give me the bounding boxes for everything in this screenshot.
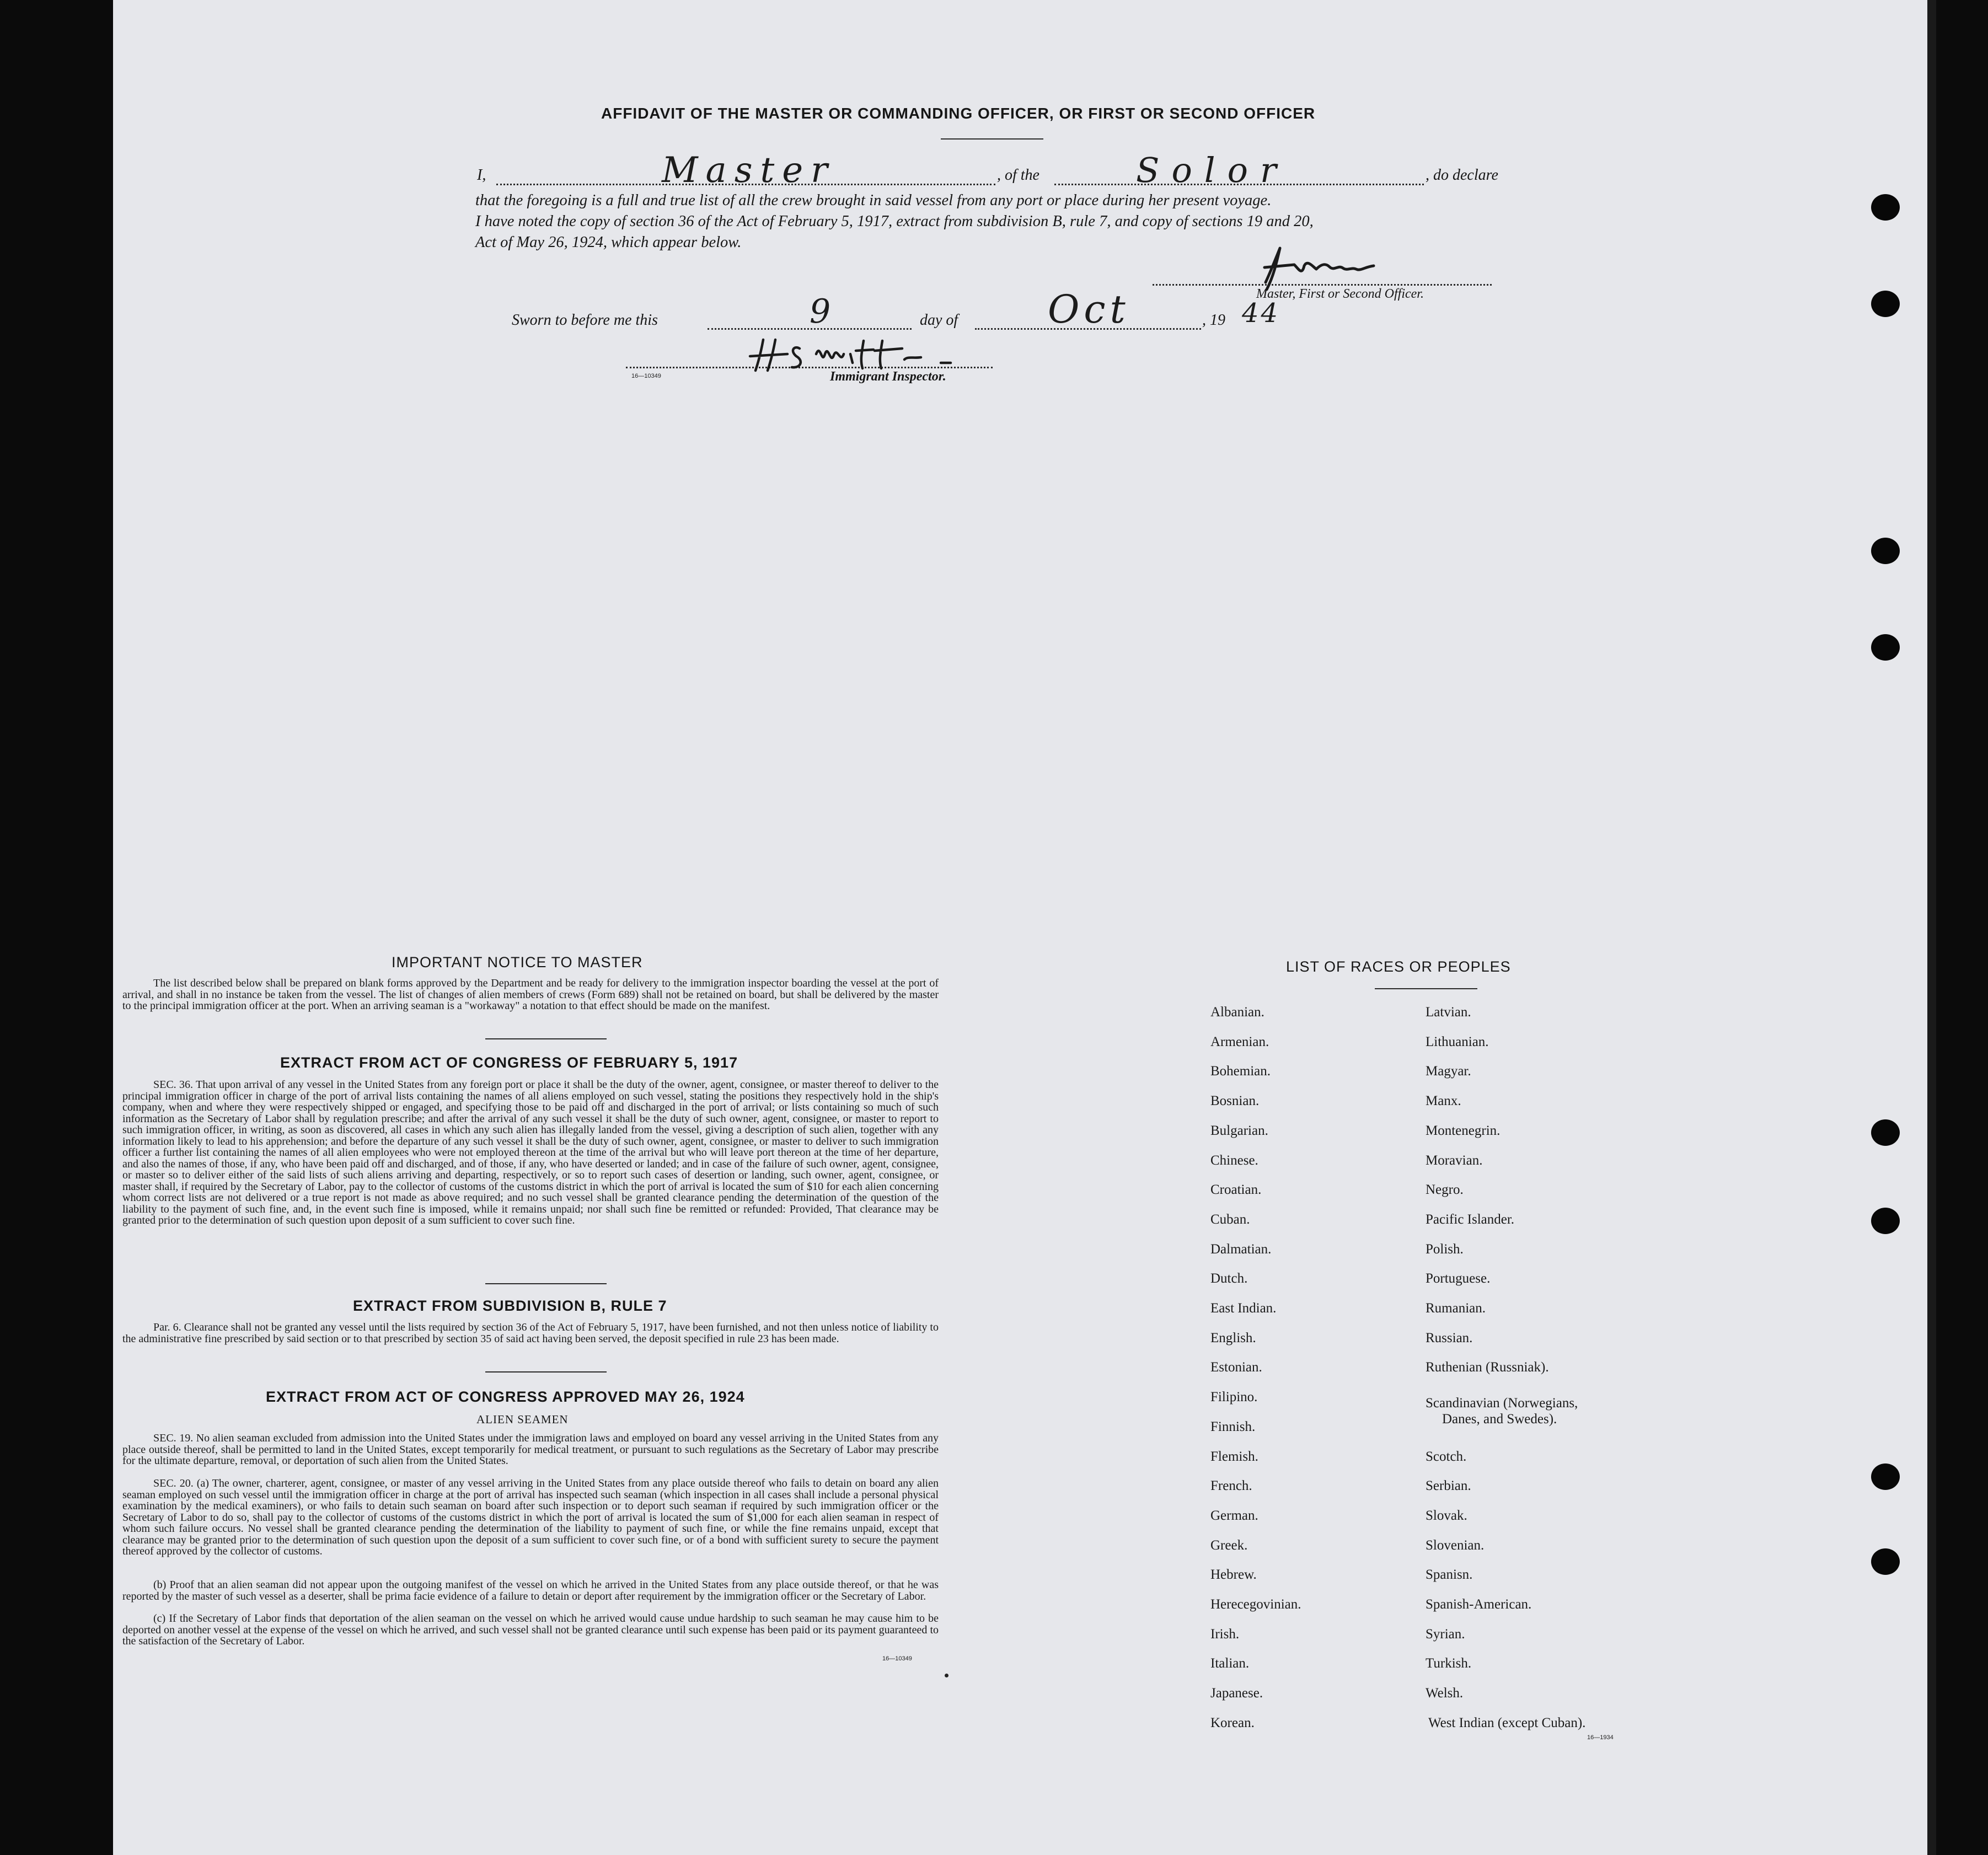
race-item: Scandinavian (Norwegians, <box>1426 1395 1578 1411</box>
race-item: Dalmatian. <box>1210 1241 1272 1257</box>
ink-dot <box>945 1674 949 1677</box>
race-item: Lithuanian. <box>1426 1034 1489 1049</box>
form-number-top: 16—10349 <box>631 373 661 379</box>
race-item: Polish. <box>1426 1241 1464 1257</box>
divider-2 <box>485 1283 607 1284</box>
affidavit-body-line-1: that the foregoing is a full and true list of all the crew brought in said vessel from any port or place during her present voyage. <box>475 192 1272 209</box>
binder-hole <box>1871 194 1900 221</box>
race-item: Bosnian. <box>1210 1093 1260 1109</box>
race-item: Irish. <box>1210 1626 1240 1642</box>
races-title: LIST OF RACES OR PEOPLES <box>1286 958 1511 975</box>
race-item: Slovak. <box>1426 1508 1467 1523</box>
binder-hole <box>1871 1548 1900 1575</box>
of-the-label: , of the <box>997 167 1039 184</box>
notice-text: The list described below shall be prepared on blank forms approved by the Department and be ready for delivery to the immigration inspector boarding the vessel at the port of arrival, and shall in no instance be taken from the vessel. The list of changes of alien members of crews (Form 689) shall not be retained on board, but shall be delivered by the master to the principal immigration officer at the port. When an arriving seaman is a "workaway" a notation to that effect should be made on the manifest. <box>122 977 939 1012</box>
race-item: East Indian. <box>1210 1301 1277 1316</box>
sec19-text: SEC. 19. No alien seaman excluded from admission into the United States under the immigration laws and employed on board any vessel arriving in the United States from any place outside thereof, shall be permitted to land in the United States, except temporarily for medical treatment, or pursuant to such regulations as the Secretary of Labor may prescribe for the ultimate departure, removal, or deportation of such alien from the United States. <box>122 1432 939 1467</box>
divider-1 <box>485 1038 607 1039</box>
extract-1924-title: EXTRACT FROM ACT OF CONGRESS APPROVED MAY 26, 1924 <box>266 1388 745 1405</box>
document-page <box>113 0 1936 1855</box>
race-item: Italian. <box>1210 1656 1250 1671</box>
form-number-races: 16—1934 <box>1587 1734 1614 1741</box>
inspector-caption: Immigrant Inspector. <box>830 369 946 384</box>
race-item: English. <box>1210 1330 1256 1345</box>
form-number-bottom: 16—10349 <box>882 1655 912 1662</box>
race-item: Welsh. <box>1426 1686 1464 1701</box>
race-item: Magyar. <box>1426 1064 1471 1079</box>
race-item: Pacific Islander. <box>1426 1211 1515 1227</box>
race-item: Montenegrin. <box>1426 1123 1501 1138</box>
race-item: Negro. <box>1426 1182 1464 1198</box>
binder-hole <box>1871 291 1900 317</box>
race-item: Hebrew. <box>1210 1567 1257 1583</box>
sworn-month-handwritten: Oct <box>1048 287 1130 332</box>
race-item: Albanian. <box>1210 1005 1264 1020</box>
officer-caption: Master, First or Second Officer. <box>1256 287 1424 301</box>
race-item: French. <box>1210 1478 1252 1494</box>
binder-hole <box>1871 634 1900 661</box>
race-item: Latvian. <box>1426 1005 1471 1020</box>
race-item: Ruthenian (Russniak). <box>1426 1360 1549 1375</box>
divider-3 <box>485 1371 607 1373</box>
races-rule <box>1375 988 1477 989</box>
race-item: Scotch. <box>1426 1449 1467 1464</box>
race-item: Dutch. <box>1210 1271 1248 1286</box>
title-rule <box>941 138 1043 140</box>
race-item: Herecegovinian. <box>1210 1597 1301 1612</box>
race-item: Portuguese. <box>1426 1271 1491 1286</box>
race-item: Cuban. <box>1210 1211 1250 1227</box>
race-item: Serbian. <box>1426 1478 1471 1494</box>
race-item: Korean. <box>1210 1715 1255 1730</box>
race-item: Bulgarian. <box>1210 1123 1268 1138</box>
race-item: Rumanian. <box>1426 1301 1486 1316</box>
i-label: I, <box>477 167 486 184</box>
race-item: Slovenian. <box>1426 1537 1485 1553</box>
extract-rule7-text: Par. 6. Clearance shall not be granted any vessel until the lists required by section 36 of the Act of February 5, 1917, have been furnished, and not then unless notice of liability to the administrative fine prescribed by said section or to that prescribed by section 35 of said act having been served, the deposit specified in rule 23 has been made. <box>122 1321 939 1345</box>
sec20a-text: SEC. 20. (a) The owner, charterer, agent, consignee, or master of any vessel arriving in the United States from any place outside thereof who fails to detain on board any alien seaman employed on such vessel until the immigration officer in charge at the port of arrival has inspected such seaman (which inspection in all cases shall include a personal physical examination by the medical examiners), or who fails to detain such seaman on board after such inspection or to deport such seaman if required by such immigration officer or the Secretary of Labor to do so, shall pay to the collector of customs of the customs district in which the port of arrival is located the sum of $1,000 for each alien seaman in respect of whom such failure occurs. No vessel shall be granted clearance pending the determination of the liability to payment of such fine, or while the fine remains unpaid, except that clearance may be granted prior to the determination of such question upon the deposit of a sum sufficient to cover such fine, or of a bond with sufficient surety to secure the payment thereof approved by the collector of customs. <box>122 1477 939 1557</box>
race-item: Armenian. <box>1210 1034 1269 1049</box>
do-declare-label: , do declare <box>1426 167 1498 184</box>
race-item: Danes, and Swedes). <box>1442 1412 1557 1427</box>
race-item: Turkish. <box>1426 1656 1472 1671</box>
race-item: Syrian. <box>1426 1626 1465 1642</box>
affidavit-body-line-3: Act of May 26, 1924, which appear below. <box>475 234 742 251</box>
affidavit-title: AFFIDAVIT OF THE MASTER OR COMMANDING OFFICER, OR FIRST OR SECOND OFFICER <box>601 105 1316 122</box>
race-item: Russian. <box>1426 1330 1473 1345</box>
day-of-label: day of <box>920 312 958 329</box>
race-item: Croatian. <box>1210 1182 1262 1198</box>
race-item: Bohemian. <box>1210 1064 1271 1079</box>
sec20c-text: (c) If the Secretary of Labor finds that deportation of the alien seaman on the vessel on which he arrived would cause undue hardship to such seaman he may cause him to be deported on another vessel at the expense of the vessel on which he arrived, and such vessel shall not be granted clearance until such expense has been paid or its payment guaranteed to the satisfaction of the Secretary of Labor. <box>122 1612 939 1647</box>
binder-hole <box>1871 1463 1900 1490</box>
affidavit-body-line-2: I have noted the copy of section 36 of the Act of February 5, 1917, extract from subdivision B, rule 7, and copy of sections 19 and 20, <box>475 213 1314 230</box>
race-item: Moravian. <box>1426 1152 1483 1168</box>
sec20b-text: (b) Proof that an alien seaman did not appear upon the outgoing manifest of the vessel on which he arrived in the United States from any place outside thereof, or that he was reported by the master of such vessel as a deserter, shall be prima facie evidence of a failure to detain or deport after requirement by the immigration officer or the Secretary of Labor. <box>122 1579 939 1602</box>
alien-seamen-subtitle: ALIEN SEAMEN <box>476 1413 569 1426</box>
race-item: German. <box>1210 1508 1258 1523</box>
race-item: Chinese. <box>1210 1152 1258 1168</box>
race-item: West Indian (except Cuban). <box>1428 1715 1586 1730</box>
extract-1917-title: EXTRACT FROM ACT OF CONGRESS OF FEBRUARY 5, 1917 <box>280 1054 738 1071</box>
extract-rule7-title: EXTRACT FROM SUBDIVISION B, RULE 7 <box>353 1298 667 1314</box>
master-name-handwritten: Master <box>662 150 835 191</box>
year-prefix: , 19 <box>1202 312 1225 329</box>
race-item: Spanish-American. <box>1426 1597 1532 1612</box>
race-item: Spanisn. <box>1426 1567 1473 1583</box>
vessel-name-handwritten: Solor <box>1136 150 1289 190</box>
race-item: Manx. <box>1426 1093 1461 1109</box>
sworn-day-handwritten: 9 <box>810 292 831 331</box>
race-item: Filipino. <box>1210 1390 1258 1405</box>
binder-hole <box>1871 1119 1900 1146</box>
year-handwritten: 44 <box>1242 298 1280 329</box>
scan-edge <box>1927 0 1936 1855</box>
race-item: Finnish. <box>1210 1419 1256 1434</box>
notice-title: IMPORTANT NOTICE TO MASTER <box>392 954 643 971</box>
race-item: Estonian. <box>1210 1360 1262 1375</box>
binder-hole <box>1871 538 1900 564</box>
race-item: Flemish. <box>1210 1449 1258 1464</box>
extract-1917-text: SEC. 36. That upon arrival of any vessel in the United States from any foreign port or place it shall be the duty of the owner, agent, consignee, or master thereof to deliver to the principal immigration officer in charge of the port of arrival lists containing the names of all aliens employed on such vessel, stating the positions they respectively hold in the ship's company, when and where they were respectively shipped or engaged, and specifying those to be paid off and discharged in the port of arrival; or lists containing so much of such information as the Secretary of Labor shall by regulation prescribe; and after the arrival of any such vessel it shall be the duty of such owner, agent, consignee, or master to report to such immigration officer, in writing, as soon as discovered, all cases in which any such alien has illegally landed from the vessel, giving a description of such alien, together with any information likely to lead to his apprehension; and before the departure of any such vessel it shall be the duty of such owner, agent, consignee, or master to deliver to such immigration officer a further list containing the names of all alien employees who were not employed thereon at the time of the arrival but who will leave port thereon at the time of her departure, and also the names of those, if any, who have been paid off and discharged, and of those, if any, who have deserted or landed; and in case of the failure of such owner, agent, consignee, or master so to deliver either of the said lists of such aliens arriving and departing, respectively, or so to report such cases of desertion or landing, such owner, agent, consignee, or master shall, if required by the Secretary of Labor, pay to the collector of customs of the customs district in which the port of arrival is located the sum of $10 for each alien concerning whom correct lists are not delivered or a true report is not made as above required; and no such vessel shall be granted clearance pending the determination of the question of the liability to the payment of such fine, and, in the event such fine is imposed, while it remains unpaid; nor shall such fine be remitted or refunded: Provided, That clearance may be granted prior to the determination of such question upon deposit of a sum sufficient to cover such fine. <box>122 1079 939 1226</box>
binder-hole <box>1871 1208 1900 1234</box>
sworn-label: Sworn to before me this <box>512 312 658 329</box>
race-item: Greek. <box>1210 1537 1248 1553</box>
race-item: Japanese. <box>1210 1686 1263 1701</box>
